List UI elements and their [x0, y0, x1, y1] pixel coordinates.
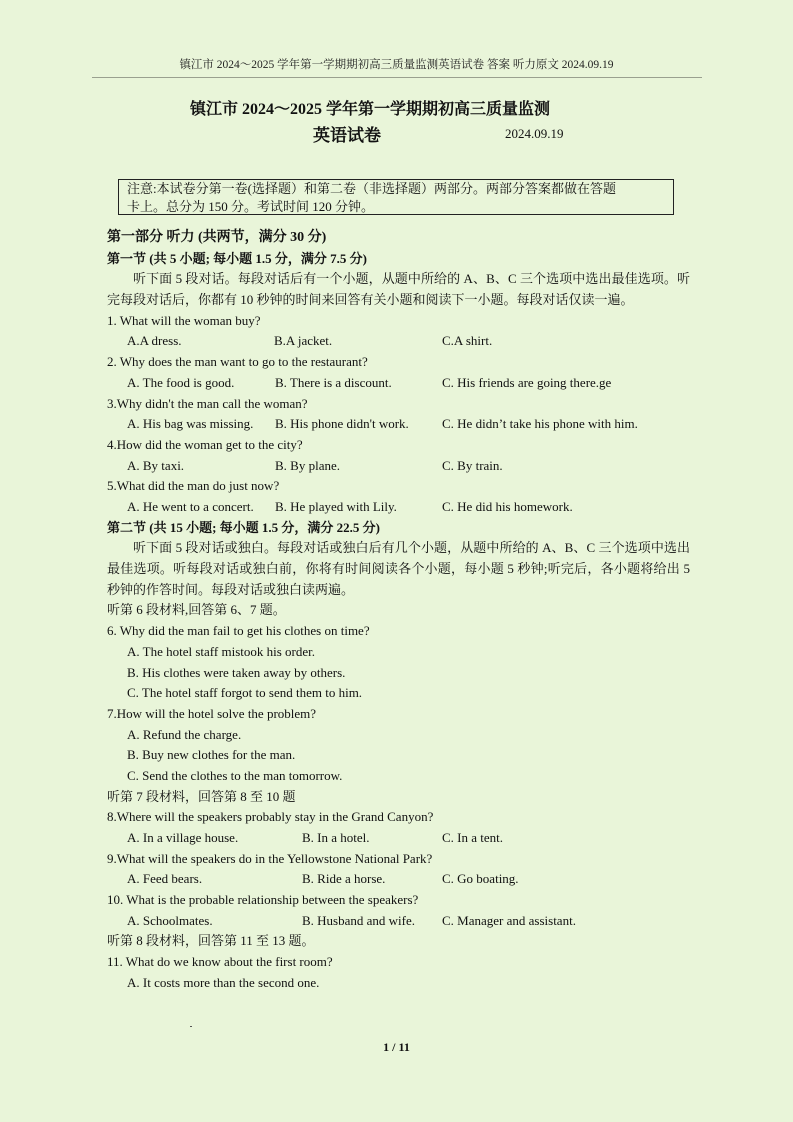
exam-subject: 英语试卷: [313, 126, 381, 145]
header-rule: [92, 77, 702, 78]
option-c: C.A shirt.: [442, 333, 493, 349]
option-a: A. He went to a concert.: [127, 498, 254, 514]
option-b: B. His clothes were taken away by others.: [127, 664, 346, 680]
question-stem: 8.Where will the speakers probably stay in the Grand Canyon?: [107, 809, 434, 825]
section2-heading: 第二节 (共 15 小题; 每小题 1.5 分，满分 22.5 分): [107, 519, 380, 535]
question-8: [107, 807, 690, 848]
options-row: [107, 456, 690, 477]
exam-date: 2024.09.19: [505, 126, 564, 141]
option-c: C. He did his homework.: [442, 498, 573, 514]
question-2: [107, 352, 690, 393]
options-row: [107, 497, 690, 518]
question-stem: 1. What will the woman buy?: [107, 312, 261, 328]
option-a: A. Schoolmates.: [127, 912, 213, 928]
option-a: A. Refund the charge.: [127, 726, 242, 742]
option-a: A. The hotel staff mistook his order.: [127, 643, 315, 659]
option-a: A. It costs more than the second one.: [127, 974, 320, 990]
option-a: A. His bag was missing.: [127, 416, 254, 432]
option-b: B.A jacket.: [274, 333, 333, 349]
option-b: B. Ride a horse.: [302, 871, 386, 887]
content: [107, 228, 690, 994]
option-c: C. Send the clothes to the man tomorrow.: [127, 767, 343, 783]
option-c: C. He didn’t take his phone with him.: [442, 416, 638, 432]
material-6-label: 听第 6 段材料,回答第 6、7 题。: [107, 602, 286, 618]
question-stem: 5.What did the man do just now?: [107, 478, 280, 494]
question-stem: 6. Why did the man fail to get his clothes on time?: [107, 623, 370, 639]
options-row: [107, 373, 690, 394]
options-row: [107, 911, 690, 932]
options-row: [107, 869, 690, 890]
question-stem: 10. What is the probable relationship between the speakers?: [107, 892, 419, 908]
question-11: [107, 952, 690, 993]
running-header: 镇江市 2024～2025 学年第一学期期初高三质量监测英语试卷 答案 听力原文 2024.09.19: [179, 59, 614, 71]
option-c: C. Manager and assistant.: [442, 912, 576, 928]
section1-heading: 第一节 (共 5 小题; 每小题 1.5 分，满分 7.5 分): [107, 250, 367, 266]
option-b: B. By plane.: [275, 457, 340, 473]
notice-line-1: 注意:本试卷分第一卷(选择题）和第二卷（非选择题）两部分。两部分答案都做在答题: [127, 181, 616, 196]
option-b: B. In a hotel.: [302, 830, 370, 846]
option-a: A. Feed bears.: [127, 871, 203, 887]
options-row: [107, 331, 690, 352]
question-stem: 2. Why does the man want to go to the restaurant?: [107, 354, 368, 370]
section2-instructions: 听下面 5 段对话或独白。每段对话或独白后有几个小题，从题中所给的 A、B、C 三个选项中选出最佳选项。听每段对话或独白前，你将有时间阅读各个小题，每小题 5 秒钟;听完后，各小题将给出 5 秒钟的作答时间。每段对话或独白读两遍。: [107, 540, 690, 597]
material-8-label: 听第 8 段材料，回答第 11 至 13 题。: [107, 933, 315, 949]
question-stem: 3.Why didn't the man call the woman?: [107, 395, 308, 411]
question-stem: 11. What do we know about the first room?: [107, 954, 333, 970]
question-stem: 7.How will the hotel solve the problem?: [107, 705, 317, 721]
question-10: [107, 890, 690, 931]
option-c: C. The hotel staff forgot to send them to him.: [127, 685, 363, 701]
question-stem: 9.What will the speakers do in the Yellowstone National Park?: [107, 850, 433, 866]
question-5: [107, 476, 690, 517]
options-row: [107, 828, 690, 849]
option-b: B. Husband and wife.: [302, 912, 416, 928]
exam-title: 镇江市 2024～2025 学年第一学期期初高三质量监测: [190, 101, 551, 118]
question-1: [107, 311, 690, 352]
notice-line-2: 卡上。总分为 150 分。考试时间 120 分钟。: [127, 199, 375, 214]
option-b: B. There is a discount.: [275, 374, 392, 390]
material-7-label: 听第 7 段材料，回答第 8 至 10 题: [107, 788, 296, 804]
section1-instructions: 听下面 5 段对话。每段对话后有一个小题，从题中所给的 A、B、C 三个选项中选出最佳选项。听完每段对话后，你都有 10 秒钟的时间来回答有关小题和阅读下一小题。每段对话仅读一遍。: [107, 271, 690, 308]
question-stem: 4.How did the woman get to the city?: [107, 436, 303, 452]
options-row: [107, 414, 690, 435]
option-a: A. In a village house.: [127, 830, 239, 846]
option-b: B. He played with Lily.: [275, 498, 397, 514]
option-b: B. His phone didn't work.: [275, 416, 409, 432]
option-a: A. The food is good.: [127, 374, 235, 390]
option-a: A. By taxi.: [127, 457, 185, 473]
question-3: [107, 394, 690, 435]
option-c: C. His friends are going there.ge: [442, 374, 612, 390]
option-b: B. Buy new clothes for the man.: [127, 747, 296, 763]
question-9: [107, 849, 690, 890]
question-4: [107, 435, 690, 476]
question-6: [107, 621, 690, 704]
stray-mark: [190, 1026, 192, 1027]
option-c: C. In a tent.: [442, 830, 504, 846]
question-7: [107, 704, 690, 787]
notice-box: [118, 179, 674, 215]
part1-heading: 第一部分 听力 (共两节，满分 30 分): [107, 230, 327, 245]
page-number: 1 / 11: [383, 1040, 410, 1054]
option-c: C. By train.: [442, 457, 503, 473]
option-a: A.A dress.: [127, 333, 182, 349]
option-c: C. Go boating.: [442, 871, 519, 887]
